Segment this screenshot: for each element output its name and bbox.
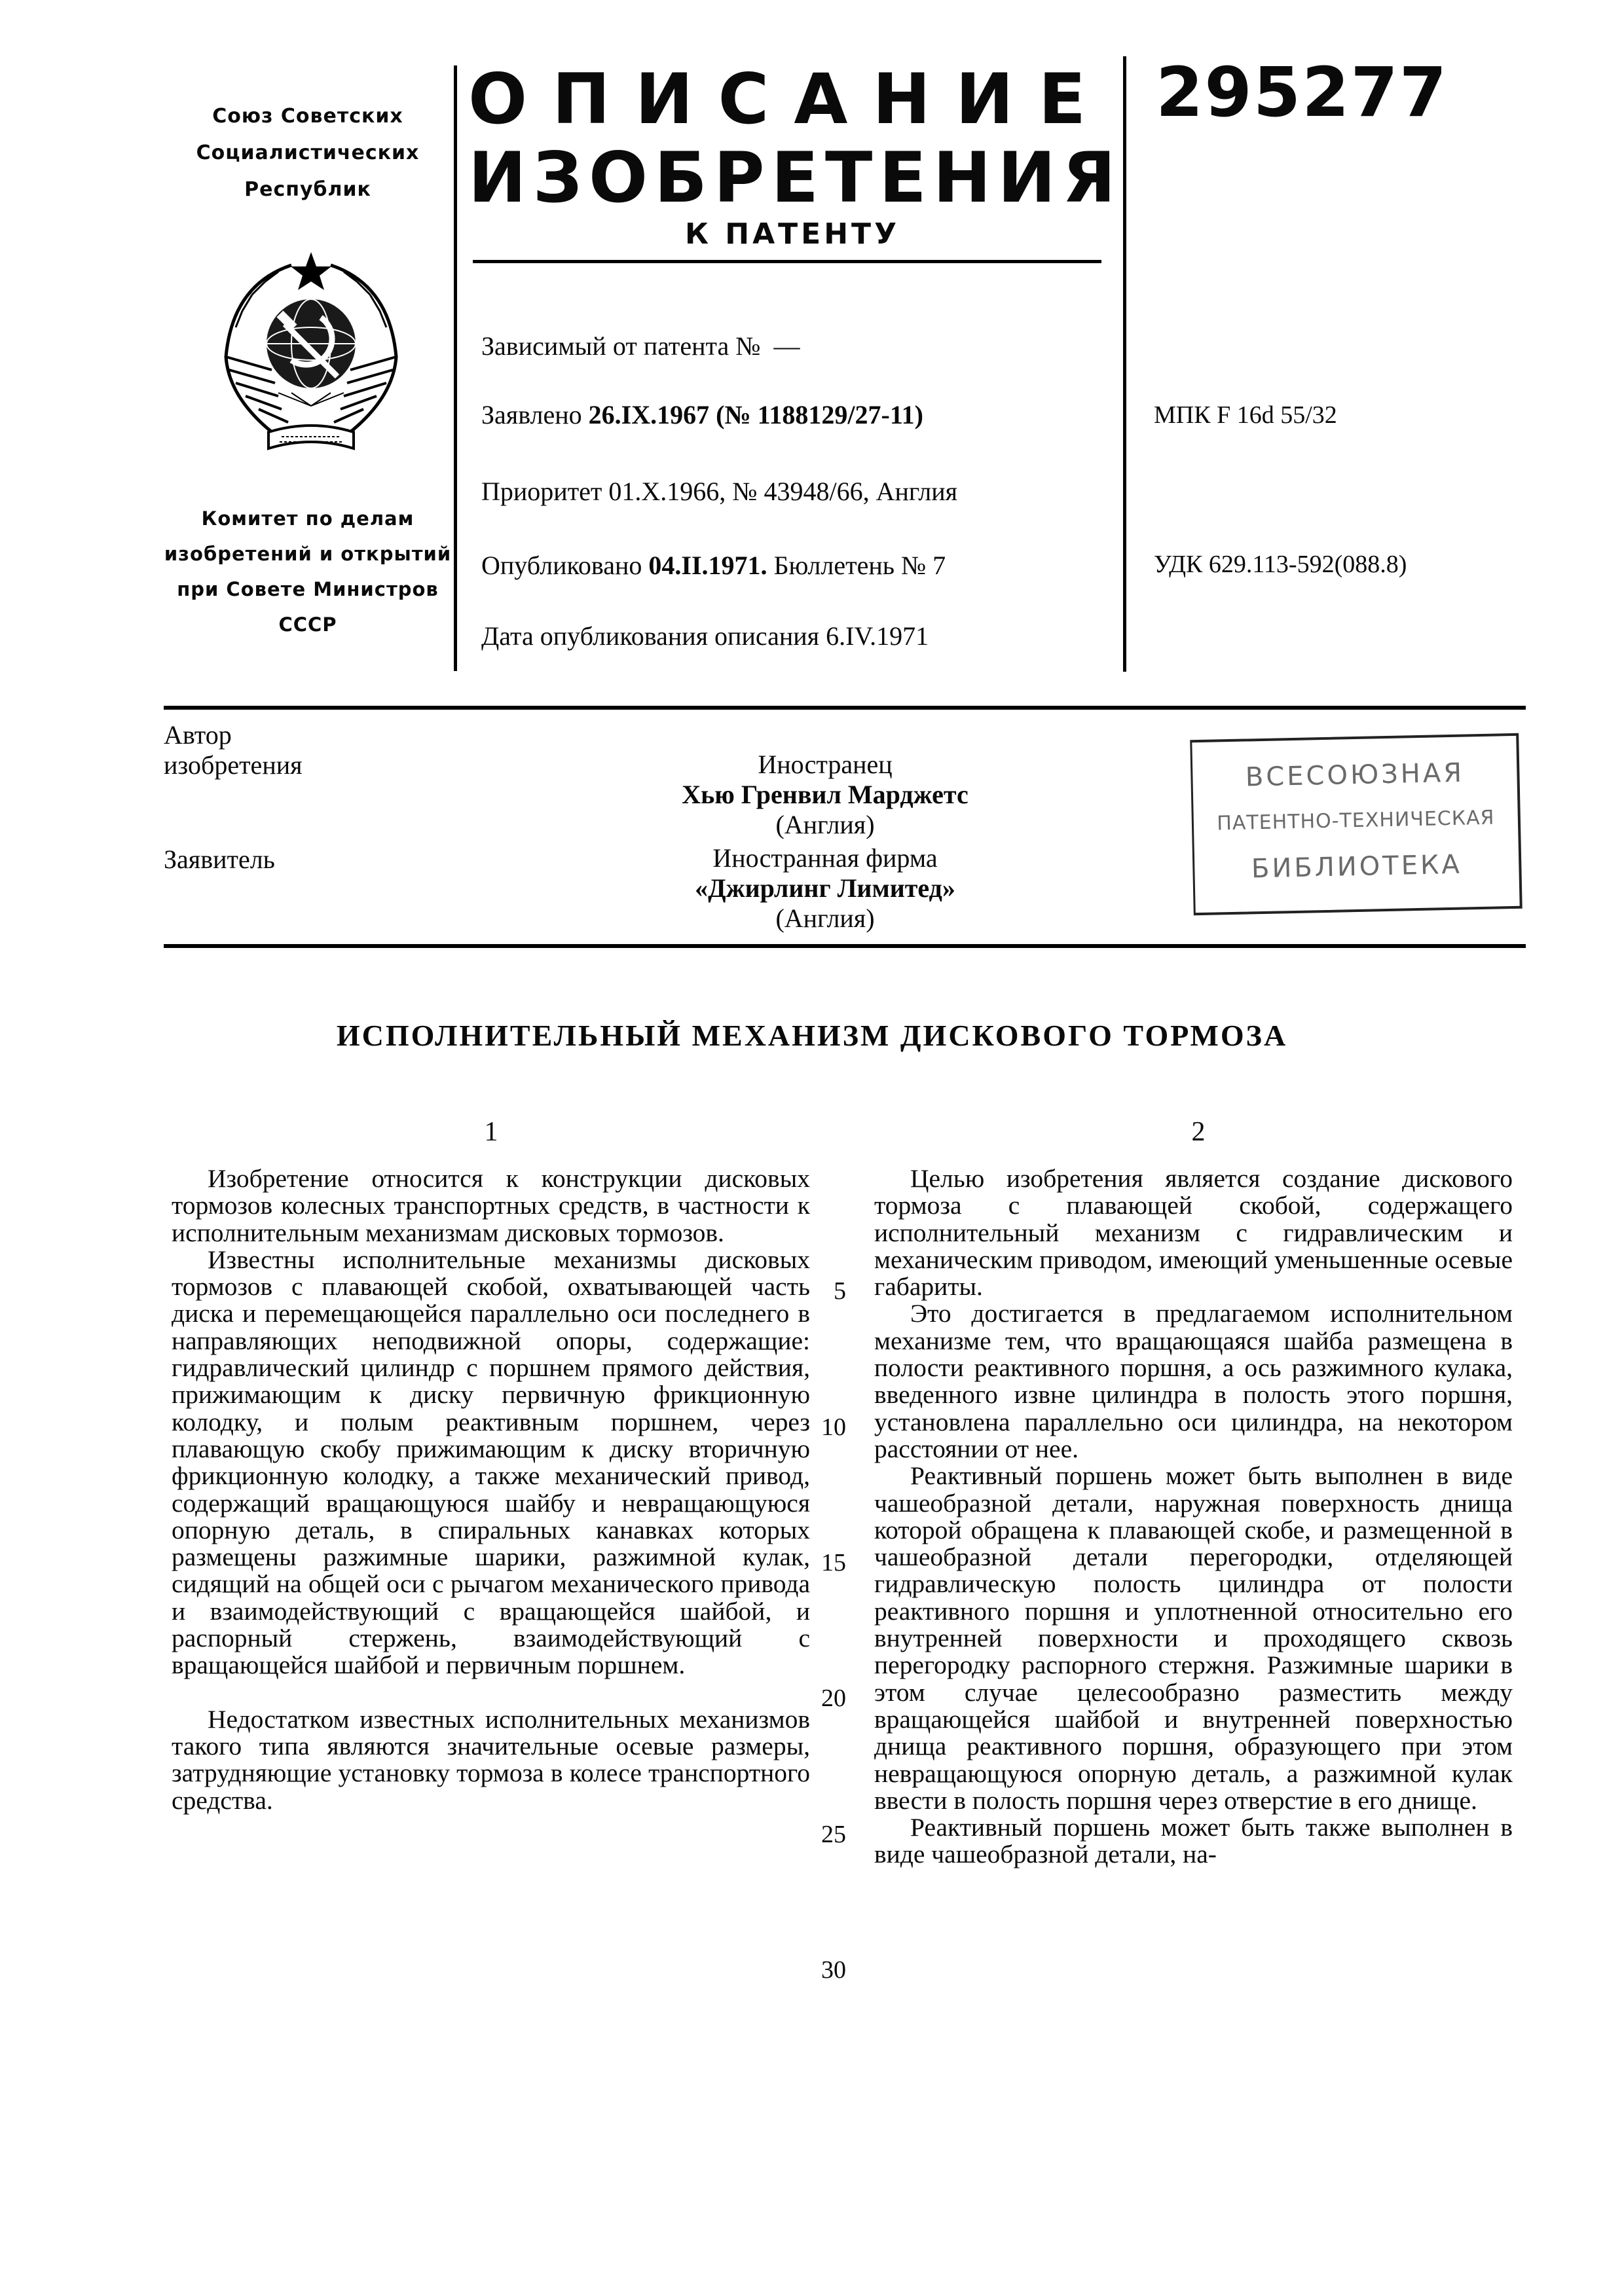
author-status: Иностранец (758, 750, 893, 779)
paragraph: Недостатком известных исполнительных механизмов такого типа являются значительные осевые размеры, затрудняющие установку тормоза в колесе транспортного средства. (172, 1704, 810, 1815)
doc-type-title: ОПИСАНИЕ (468, 59, 1111, 139)
patent-number: 295277 (1156, 52, 1449, 132)
paragraph: Целью изобретения является создание дискового тормоза с плавающей скобой, содержащего исполнительный механизм с гидравлическим и механическим приводом, имеющий уменьшенные осевые габариты. (874, 1164, 1513, 1302)
applicant-label: Заявитель (164, 845, 275, 874)
text-column-1 (172, 1165, 810, 1814)
line-number: 5 (834, 1277, 846, 1305)
header-divider-left (454, 65, 457, 671)
doc-type-qualifier: К ПАТЕНТУ (685, 217, 900, 251)
committee-line: изобретений и открытий (164, 543, 452, 565)
description-date: Дата опубликования описания 6.IV.1971 (481, 621, 929, 651)
dependent-label: Зависимый от патента № (481, 331, 761, 361)
stamp-line: ВСЕСОЮЗНАЯ (1245, 757, 1465, 793)
doc-type-subtitle: ИЗОБРЕТЕНИЯ (468, 137, 1122, 218)
org-line: Союз Советских (212, 105, 403, 128)
issuing-state (164, 98, 452, 208)
section-divider (164, 944, 1526, 948)
paragraph: Изобретение относится к конструкции дисковых тормозов колесных транспортных средств, в частности к исполнительным механизмам дисковых тормозов. (172, 1164, 810, 1247)
section-divider (164, 706, 1526, 710)
invention-title: ИСПОЛНИТЕЛЬНЫЙ МЕХАНИЗМ ДИСКОВОГО ТОРМОЗА (336, 1019, 1288, 1052)
paragraph: Реактивный поршень может быть выполнен в виде чашеобразной детали, наружная поверхность днища которой обращена к плавающей скобе, и размещенной в чашеобразной детали перегородки, отделяющей гидравлическую полость цилиндра от полости реактивного поршня и уплотненной относительно его внутренней поверхности и проходящего сквозь перегородку распорного стержня. Разжимные шарики в этом случае целесообразно разместить между вращающейся шайбой и внутренней поверхностью днища реактивного поршня, образующего при этом невращающуюся опорную деталь, а разжимной кулак ввести в полость поршня через отверстие в его днище. (874, 1461, 1513, 1815)
dependent-value: — (773, 331, 800, 361)
published-label: Опубликовано (481, 551, 642, 580)
text-column-2 (874, 1165, 1513, 1868)
header-divider-right (1123, 56, 1126, 672)
stamp-line: БИБЛИОТЕКА (1251, 849, 1463, 884)
author-block (563, 750, 1087, 840)
title-underline (473, 260, 1101, 263)
line-number: 20 (821, 1685, 846, 1712)
committee-line: СССР (278, 613, 337, 636)
applicant-country: (Англия) (775, 903, 875, 933)
author-country: (Англия) (775, 810, 875, 839)
filed-label: Заявлено (481, 400, 582, 429)
line-number: 30 (821, 1956, 846, 1984)
stamp-line: ПАТЕНТНО-ТЕХНИЧЕСКАЯ (1216, 806, 1495, 835)
application-number: (№ 1188129/27-11) (716, 400, 923, 429)
author-name: Хью Гренвил Марджетс (682, 780, 969, 809)
org-line: Республик (244, 178, 371, 201)
dependent-patent (481, 331, 800, 361)
org-line: Социалистических (196, 141, 420, 164)
udk-classification: УДК 629.113-592(088.8) (1154, 551, 1407, 578)
paragraph: Известны исполнительные механизмы дисковых тормозов с плавающей скобой, охватывающей часть диска и перемещающейся параллельно оси последнего в направляющих неподвижной опоры, содержащие: гидравлический цилиндр с поршнем прямого действия, прижимающим к диску первичную фрикционную колодку, и полым реактивным поршнем, через плавающую скобу прижимающим к диску вторичную фрикционную колодку, а также механический привод, содержащий вращающуюся шайбу и невращающуюся опорную деталь, в спиральных канавках которых размещены разжимные шарики, разжимной кулак, сидящий на общей оси с рычагом механического привода и взаимодействующий с вращающейся шайбой, и распорный стержень, взаимодействующий с вращающейся шайбой и первичным поршнем. (172, 1245, 810, 1680)
line-number: 25 (821, 1821, 846, 1848)
paragraph: Реактивный поршень может быть также выполнен в виде чашеобразной детали, на- (874, 1813, 1513, 1869)
committee-line: при Совете Министров (177, 578, 439, 600)
issuing-committee (164, 501, 452, 642)
line-number: 10 (821, 1413, 846, 1441)
column-number: 1 (484, 1117, 498, 1147)
mpk-classification: МПК F 16d 55/32 (1154, 401, 1337, 429)
filed-date: 26.IX.1967 (588, 400, 710, 429)
state-emblem-icon (206, 246, 416, 462)
applicant-block (563, 843, 1087, 934)
paragraph: Это достигается в предлагаемом исполнительном механизме тем, что вращающаяся шайба размещена в полости реактивного поршня, а ось разжимного кулака, введенного извне цилиндра в полость этого поршня, установлена параллельно оси цилиндра, на некотором расстоянии от нее. (874, 1299, 1513, 1463)
applicant-name: «Джирлинг Лимитед» (695, 873, 955, 903)
publication-info (481, 550, 946, 581)
author-label: Автор изобретения (164, 720, 303, 780)
bulletin-number: Бюллетень № 7 (773, 551, 946, 580)
applicant-status: Иностранная фирма (712, 843, 938, 873)
filing-info (481, 399, 923, 430)
library-stamp (1190, 733, 1522, 915)
published-date: 04.II.1971. (648, 551, 767, 580)
priority-info: Приоритет 01.X.1966, № 43948/66, Англия (481, 477, 958, 506)
committee-line: Комитет по делам (201, 507, 415, 530)
column-number: 2 (1191, 1117, 1206, 1147)
line-number: 15 (821, 1549, 846, 1576)
